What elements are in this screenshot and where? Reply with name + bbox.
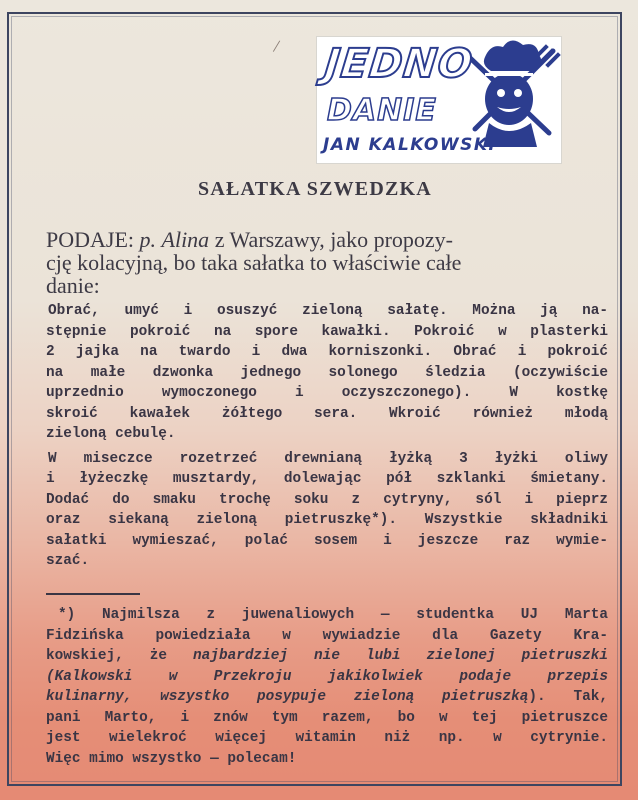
- body-line: zieloną cebulę.: [46, 426, 176, 442]
- footnote-line: [46, 687, 608, 708]
- lead-rest: z Warszawy, jako propozy-: [214, 227, 453, 252]
- footnote-divider: [46, 593, 140, 595]
- footnote-line: pani Marto, i znów tym razem, bo w tej pietruszce: [46, 709, 608, 726]
- footnote-aside-end: kulinarny, wszystko posypuje zieloną pietruszką: [46, 689, 529, 705]
- body-line: oraz siekaną zieloną pietruszkę*). Wszystkie składniki: [46, 512, 608, 528]
- paragraph-1: [46, 301, 608, 445]
- body-line: Obrać, umyć i osuszyć zieloną sałatę. Można ją na-: [48, 303, 608, 319]
- footnote: [46, 605, 608, 769]
- lead-label: PODAJE:: [46, 227, 135, 252]
- lead-name: Alina: [161, 227, 210, 252]
- footnote-line: [46, 646, 608, 667]
- footnote-text: ). Tak,: [528, 689, 609, 705]
- recipe-title: SAŁATKA SZWEDZKA: [198, 178, 432, 200]
- body-line: stępnie pokroić na spore kawałki. Pokroić w plasterki: [46, 323, 608, 340]
- footnote-line: *) Najmilsza z juwenaliowych — studentka UJ Marta: [58, 607, 608, 623]
- footnote-aside: (Kalkowski w Przekroju jakikolwiek podaje przepis: [46, 668, 608, 685]
- body-line: i łyżeczkę musztardy, dolewając pół szklanki śmietany.: [46, 471, 608, 487]
- body-line: szać.: [46, 553, 90, 569]
- lead-paragraph: [46, 228, 608, 297]
- footnote-line: [46, 667, 608, 688]
- footnote-line: jest wielekroć więcej witamin niż np. w cytrynie.: [46, 730, 608, 746]
- body-line: skroić kawałek żółtego sera. Wkroić również młodą: [46, 405, 608, 422]
- stray-pen-mark: /: [272, 35, 282, 57]
- logo-word-jedno: JEDNO: [322, 41, 476, 87]
- lead-line-3: danie:: [46, 273, 100, 298]
- lead-prefix: p.: [139, 227, 157, 252]
- body-line: W miseczce rozetrzeć drewnianą łyżką 3 łyżki oliwy: [48, 450, 608, 467]
- lead-line-2: cję kolacyjną, bo taka sałatka to właściwie całe: [46, 250, 462, 275]
- footnote-line: Więc mimo wszystko — polecam!: [46, 750, 297, 767]
- column-logo: [316, 36, 562, 164]
- body-line: Dodać do smaku trochę soku z cytryny, sól i pieprz: [46, 491, 608, 508]
- logo-word-danie: DANIE: [327, 93, 437, 128]
- footnote-text: kowskiej, że: [46, 648, 194, 664]
- body-line: sałatki wymieszać, polać sosem i jeszcze raz wymie-: [46, 532, 608, 549]
- paragraph-2: [46, 449, 608, 572]
- recipe-body: [46, 301, 608, 572]
- body-line: uprzednio wymoczonego i oczyszczonego). W kostkę: [46, 385, 608, 401]
- footnote-line: Fidzińska powiedziała w wywiadzie dla Gazety Kra-: [46, 627, 608, 644]
- body-line: na małe dzwonka jednego solonego śledzia (oczywiście: [46, 364, 608, 381]
- footnote-quote: najbardziej nie lubi zielonej pietruszki: [193, 648, 608, 664]
- body-line: 2 jajka na twardo i dwa korniszonki. Obrać i pokroić: [46, 344, 608, 360]
- logo-author-name: JAN KALKOWSKI: [323, 135, 497, 155]
